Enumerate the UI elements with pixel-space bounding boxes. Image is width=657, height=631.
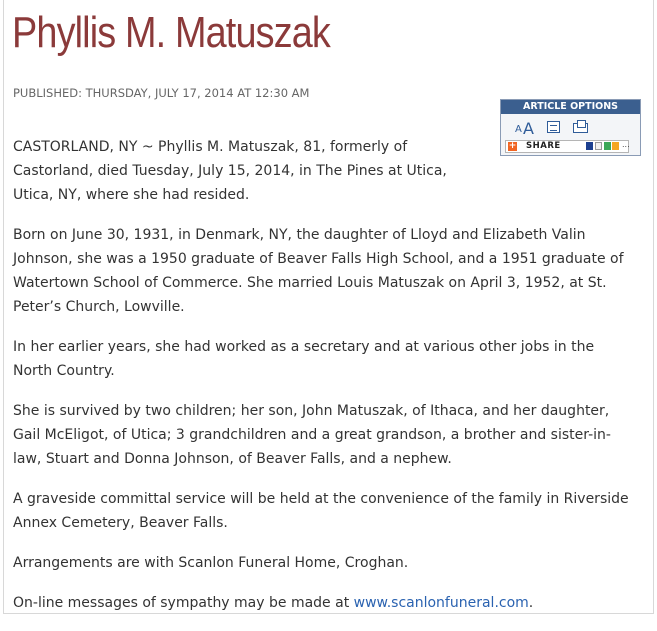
email-icon[interactable]	[573, 123, 588, 133]
sympathy-suffix: .	[528, 595, 534, 611]
paragraph: In her earlier years, she had worked as a secretary and at various other jobs in the North Country.	[13, 339, 595, 379]
paragraph: Arrangements are with Scanlon Funeral Home, Croghan.	[13, 555, 409, 571]
share-label: SHARE	[526, 141, 561, 151]
funeral-home-link[interactable]: www.scanlonfuneral.com	[353, 595, 529, 611]
article-options-header: ARTICLE OPTIONS	[501, 100, 640, 114]
text-size-increase-button[interactable]: A	[523, 119, 534, 138]
paragraph: Born on June 30, 1931, in Denmark, NY, the daughter of Lloyd and Elizabeth Valin Johnson, she was a 1950 graduate of Beaver Falls High School, and a 1951 graduate of Watertown School of Commerce. She married Louis Matuszak on April 3, 1952, at St. Peter’s Church, Lowville.	[13, 227, 624, 315]
print-icon[interactable]	[547, 121, 560, 133]
paragraph: A graveside committal service will be held at the convenience of the family in Riverside Annex Cemetery, Beaver Falls.	[13, 491, 629, 531]
paragraph: She is survived by two children; her son, John Matuszak, of Ithaca, and her daughter, Gail McEligot, of Utica; 3 grandchildren and a great grandson, a brother and sister-in-law, Stuart and Donna Johnson, of Beaver Falls, and a nephew.	[13, 403, 611, 467]
share-more[interactable]: ...	[622, 140, 630, 149]
paragraph	[13, 591, 633, 615]
sympathy-text: On-line messages of sympathy may be made at	[13, 595, 354, 611]
paragraph: CASTORLAND, NY ~ Phyllis M. Matuszak, 81, formerly of Castorland, died Tuesday, July 15, 2014, in The Pines at Utica, Utica, NY, where she had resided.	[13, 139, 447, 203]
text-size-decrease-button[interactable]: A	[515, 124, 522, 135]
article-title: Phyllis M. Matuszak	[12, 8, 330, 57]
published-date: PUBLISHED: THURSDAY, JULY 17, 2014 AT 12:30 AM	[13, 86, 310, 100]
article-body	[13, 135, 633, 631]
share-plus-icon: +	[508, 141, 517, 151]
